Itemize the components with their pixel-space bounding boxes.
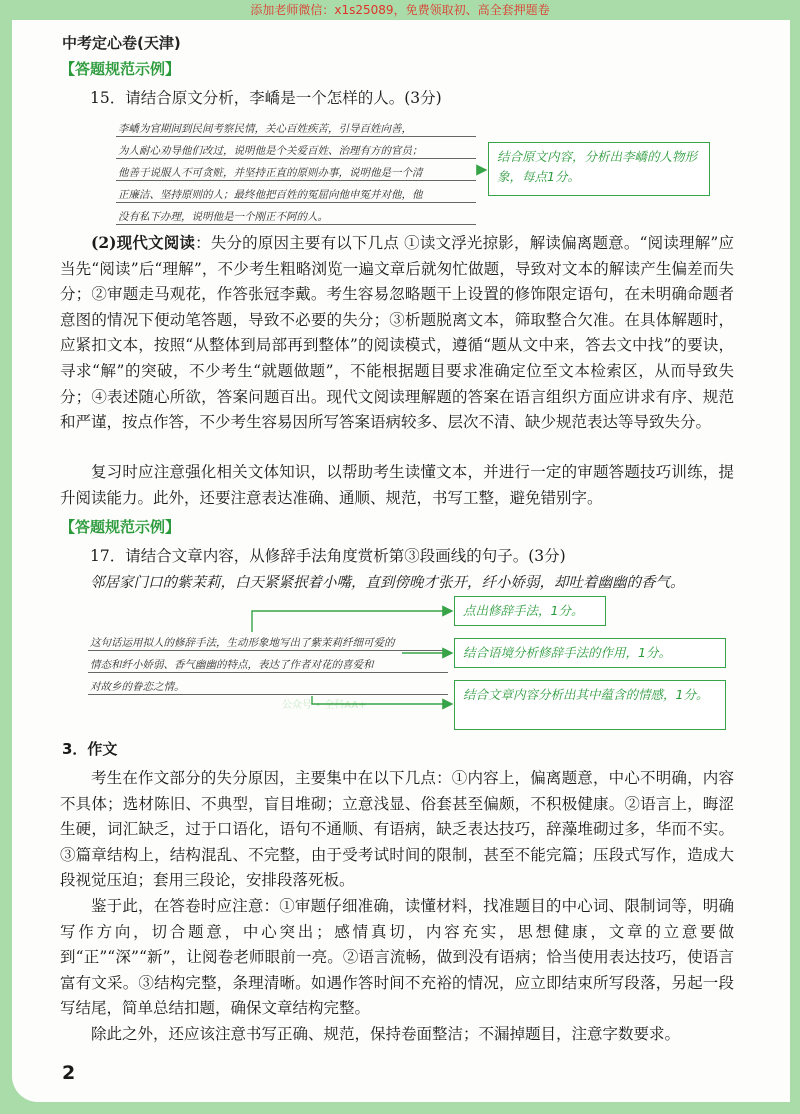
essay-paragraph-1: 考生在作文部分的失分原因，主要集中在以下几点：①内容上，偏离题意，中心不明确，内容不具体；选材陈旧、不典型，盲目堆砌；立意浅显、俗套甚至偏颇，不积极健康。②语言上，晦涩生硬，词汇缺乏，过于口语化，语句不通顺、有语病，缺乏表达技巧，辞藻堆砌过多，华而不实。③篇章结构上，结构混乱、不完整，由于受考试时间的限制，甚至不能完篇；压段式写作，造成大段视觉压迫；套用三段论，安排段落死板。: [60, 769, 734, 890]
answer-example-tag: 【答题规范示例】: [60, 60, 181, 78]
grading-annotation-box: 结合原文内容，分析出李嶠的人物形象，每点1分。: [488, 142, 710, 196]
essay-paragraph-2: 鉴于此，在答卷时应注意：①审题仔细准确，读懂材料，找准题目的中心词、限制词等，明确写作方向，切合题意，中心突出；感情真切，内容充实，思想健康，文章的立意要做到“正”“深”“新”，让阅卷老师眼前一亮。②语言流畅，做到没有语病；恰当使用表达技巧，使语言富有文采。③结构完整，条理清晰。如遇作答时间不充裕的情况，应立即结束所写段落，另起一段写结尾，简单总结扣题，确保文章结构完整。: [60, 897, 734, 1018]
modern-reading-text: ：失分的原因主要有以下几点 ①读文浮光掠影，解读偏离题意。“阅读理解”应当先“阅读”后“理解”，不少考生粗略浏览一遍文章后就匆忙做题，导致对文本的解读产生偏差而失分；②审题走马观花，作答张冠李戴。考生容易忽略题干上设置的修饰限定语句，在未明确命题者意图的情况下便动笔答题，导致不必要的失分；③析题脱离文本，筛取整合欠准。在具体解题时，应紧扣文本，按照“从整体到局部再到整体”的阅读模式，遵循“题从文中来，答去文中找”的要诀，寻求“解”的突破，不少考生“就题做题”，不能根据题目要求准确定位至文本检索区，从而导致失分；④表述随心所欲，答案问题百出。现代文阅读理解题的答案在语言组织方面应讲求有序、规范和严谨，按点作答，不少考生容易因所写答案语病较多、层次不清、缺少规范表达等导致失分。: [60, 234, 735, 432]
handwriting-line: 正廉洁、坚持原则的人；最终他把百姓的冤屈向他申冤并对他，他: [118, 189, 423, 201]
handwriting-line: 对故乡的眷恋之情。: [90, 681, 185, 693]
quoted-sentence: 邻居家门口的紫茉莉，白天紧紧抿着小嘴，直到傍晚才张开，纤小娇弱，却吐着幽幽的香气。: [90, 575, 685, 591]
grading-annotation-box: 点出修辞手法，1分。: [454, 596, 606, 626]
answer-example-tag: 【答题规范示例】: [60, 518, 181, 536]
top-banner: 添加老师微信：x1s25089，免费领取初、高全套押题卷: [250, 3, 550, 17]
handwriting-line: 情态和纤小娇弱、香气幽幽的特点，表达了作者对花的喜爱和: [90, 659, 374, 671]
handwriting-line: 李嶠为官期间到民间考察民情，关心百姓疾苦，引导百姓向善，: [118, 123, 412, 135]
essay-paragraph-3: 除此之外，还应该注意书写正确、规范，保持卷面整洁；不漏掉题目，注意字数要求。: [91, 1025, 681, 1043]
grading-annotation-box: 结合文章内容分析出其中蕴含的情感，1分。: [454, 680, 726, 730]
handwriting-line: 没有私下办理，说明他是一个刚正不阿的人。: [118, 211, 328, 223]
arrow-connector: [252, 611, 452, 632]
essay-heading: 3．作文: [62, 740, 118, 758]
watermark: 公众号 • 全科AA+: [282, 700, 367, 711]
review-paragraph: 复习时应注意强化相关文体知识，以帮助考生读懂文本，并进行一定的审题答题技巧训练，提升阅读能力。此外，还要注意表达准确、通顺、规范，书写工整，避免错别字。: [60, 463, 734, 507]
handwriting-line: 这句话运用拟人的修辞手法，生动形象地写出了紫茉莉纤细可爱的: [90, 637, 395, 649]
page-header-title: 中考定心卷(天津): [62, 34, 181, 52]
modern-reading-paragraph: [60, 230, 734, 436]
handwriting-line: 他善于说服人不可贪赃，并坚持正直的原则办事，说明他是一个清: [118, 167, 423, 179]
document-page: [12, 20, 790, 1102]
grading-annotation-box: 结合语境分析修辞手法的作用，1分。: [454, 638, 726, 668]
question-15: 15．请结合原文分析，李嶠是一个怎样的人。(3分): [90, 89, 442, 107]
page-number: 2: [62, 1062, 76, 1084]
question-17: 17．请结合文章内容，从修辞手法角度赏析第③段画线的句子。(3分): [90, 547, 566, 565]
modern-reading-lead: (2)现代文阅读: [91, 233, 196, 252]
handwriting-line: 为人耐心劝导他们改过，说明他是个关爱百姓、治理有方的官员；: [118, 145, 423, 157]
